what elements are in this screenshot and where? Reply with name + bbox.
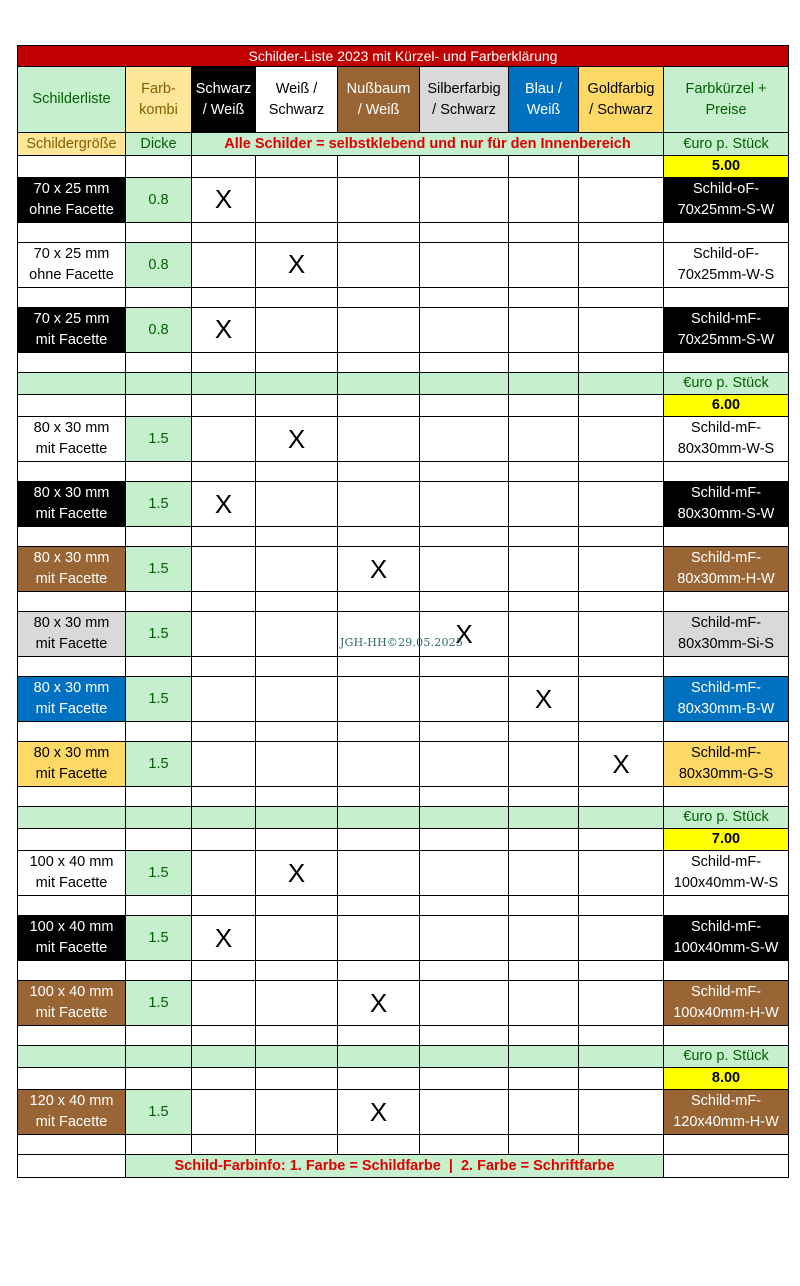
sign-thickness: 1.5: [126, 417, 192, 462]
sign-size: 100 x 40 mm mit Facette: [18, 916, 126, 961]
color-cell: [509, 1090, 579, 1135]
color-cell: [579, 916, 664, 961]
color-mark: X: [192, 916, 256, 961]
spacer-row: [18, 462, 789, 482]
sign-size: 80 x 30 mm mit Facette: [18, 547, 126, 592]
color-mark: X: [338, 981, 420, 1026]
color-cell: [509, 851, 579, 896]
sign-thickness: 1.5: [126, 677, 192, 722]
color-cell: [509, 916, 579, 961]
color-cell: [256, 1090, 338, 1135]
price-unit-label: €uro p. Stück: [664, 1046, 789, 1068]
price-value: 7.00: [664, 829, 789, 851]
price-row: [18, 395, 789, 417]
color-cell: [420, 677, 509, 722]
spacer-row: [18, 288, 789, 308]
color-cell: [579, 547, 664, 592]
header-color-1: Weiß / Schwarz: [256, 67, 338, 133]
sign-thickness: 1.5: [126, 742, 192, 787]
price-row: [18, 829, 789, 851]
sheet-title: Schilder-Liste 2023 mit Kürzel- und Farberklärung: [18, 46, 789, 67]
sign-code: Schild-mF- 80x30mm-H-W: [664, 547, 789, 592]
color-cell: [420, 851, 509, 896]
color-cell: [338, 482, 420, 527]
sign-list-table: [17, 45, 789, 1178]
sign-row: [18, 1090, 789, 1135]
subheader-size: Schildergröße: [18, 133, 126, 156]
color-cell: [192, 243, 256, 288]
color-cell: [509, 243, 579, 288]
spacer-row: [18, 1026, 789, 1046]
sign-row: [18, 547, 789, 592]
sign-thickness: 0.8: [126, 308, 192, 353]
spacer-row: [18, 353, 789, 373]
sign-row: [18, 482, 789, 527]
sign-thickness: 0.8: [126, 178, 192, 223]
header-color-2: Nußbaum / Weiß: [338, 67, 420, 133]
sign-size: 70 x 25 mm mit Facette: [18, 308, 126, 353]
color-cell: [509, 612, 579, 657]
color-cell: [338, 417, 420, 462]
color-cell: [509, 742, 579, 787]
color-cell: [509, 547, 579, 592]
header-color-4: Blau / Weiß: [509, 67, 579, 133]
color-cell: [192, 742, 256, 787]
color-cell: [192, 612, 256, 657]
color-cell: [579, 482, 664, 527]
header-code-price: Farbkürzel + Preise: [664, 67, 789, 133]
sign-size: 120 x 40 mm mit Facette: [18, 1090, 126, 1135]
color-cell: [579, 981, 664, 1026]
sign-size: 100 x 40 mm mit Facette: [18, 981, 126, 1026]
price-row: [18, 1068, 789, 1090]
color-mark: X: [338, 547, 420, 592]
price-value: 6.00: [664, 395, 789, 417]
color-cell: [420, 1090, 509, 1135]
sign-size: 80 x 30 mm mit Facette: [18, 417, 126, 462]
price-unit-label: €uro p. Stück: [664, 373, 789, 395]
sign-code: Schild-mF- 80x30mm-W-S: [664, 417, 789, 462]
header-color-0: Schwarz / Weiß: [192, 67, 256, 133]
header-color-3: Silberfarbig / Schwarz: [420, 67, 509, 133]
sign-thickness: 1.5: [126, 612, 192, 657]
color-cell: [579, 677, 664, 722]
sign-code: Schild-oF- 70x25mm-S-W: [664, 178, 789, 223]
subheader-note: Alle Schilder = selbstklebend und nur für den Innenbereich: [192, 133, 664, 156]
color-cell: [256, 981, 338, 1026]
sign-row: [18, 417, 789, 462]
color-cell: [509, 178, 579, 223]
color-cell: [256, 677, 338, 722]
color-mark: X: [256, 417, 338, 462]
price-value: 5.00: [664, 156, 789, 178]
color-cell: [192, 851, 256, 896]
color-cell: [579, 308, 664, 353]
color-cell: [338, 612, 420, 657]
color-mark: X: [256, 243, 338, 288]
price-label-row: [18, 1046, 789, 1068]
sign-row: [18, 612, 789, 657]
spacer-row: [18, 592, 789, 612]
color-cell: [192, 417, 256, 462]
spacer-row: [18, 657, 789, 677]
color-cell: [420, 916, 509, 961]
color-cell: [256, 916, 338, 961]
color-mark: X: [509, 677, 579, 722]
color-cell: [192, 1090, 256, 1135]
sign-row: [18, 243, 789, 288]
spacer-row: [18, 223, 789, 243]
sign-size: 80 x 30 mm mit Facette: [18, 612, 126, 657]
color-cell: [420, 981, 509, 1026]
color-mark: X: [338, 1090, 420, 1135]
color-cell: [509, 417, 579, 462]
sign-size: 80 x 30 mm mit Facette: [18, 482, 126, 527]
color-cell: [420, 482, 509, 527]
color-cell: [338, 677, 420, 722]
price-value: 8.00: [664, 1068, 789, 1090]
color-cell: [256, 612, 338, 657]
color-cell: [338, 178, 420, 223]
price-row: [18, 156, 789, 178]
sign-row: [18, 742, 789, 787]
watermark: JGH-HH©29.05.2025: [340, 636, 464, 649]
sign-size: 100 x 40 mm mit Facette: [18, 851, 126, 896]
footer-note: Schild-Farbinfo: 1. Farbe = Schildfarbe | 2. Farbe = Schriftfarbe: [126, 1155, 664, 1178]
sign-size: 80 x 30 mm mit Facette: [18, 742, 126, 787]
color-cell: [192, 677, 256, 722]
color-mark: X: [579, 742, 664, 787]
sign-code: Schild-mF- 80x30mm-B-W: [664, 677, 789, 722]
color-cell: [192, 547, 256, 592]
sign-thickness: 1.5: [126, 482, 192, 527]
sign-row: [18, 308, 789, 353]
color-cell: [338, 916, 420, 961]
color-cell: [509, 308, 579, 353]
sign-code: Schild-mF- 100x40mm-S-W: [664, 916, 789, 961]
sign-thickness: 1.5: [126, 1090, 192, 1135]
color-cell: [256, 742, 338, 787]
price-unit-label: €uro p. Stück: [664, 807, 789, 829]
sign-code: Schild-mF- 70x25mm-S-W: [664, 308, 789, 353]
subheader-row: [18, 133, 789, 156]
color-mark: X: [192, 178, 256, 223]
sign-code: Schild-mF- 80x30mm-G-S: [664, 742, 789, 787]
spacer-row: [18, 961, 789, 981]
spacer-row: [18, 787, 789, 807]
subheader-thickness: Dicke: [126, 133, 192, 156]
color-cell: [420, 308, 509, 353]
color-cell: [420, 243, 509, 288]
sign-code: Schild-mF- 100x40mm-W-S: [664, 851, 789, 896]
title-row: [18, 46, 789, 67]
sign-row: [18, 851, 789, 896]
color-cell: [509, 981, 579, 1026]
sign-row: [18, 916, 789, 961]
color-mark: X: [420, 612, 509, 657]
spacer-row: [18, 527, 789, 547]
sign-code: Schild-oF- 70x25mm-W-S: [664, 243, 789, 288]
header-row: [18, 67, 789, 133]
sign-code: Schild-mF- 80x30mm-Si-S: [664, 612, 789, 657]
color-cell: [192, 981, 256, 1026]
sign-code: Schild-mF- 100x40mm-H-W: [664, 981, 789, 1026]
color-cell: [579, 851, 664, 896]
sign-row: [18, 677, 789, 722]
color-cell: [420, 178, 509, 223]
sign-thickness: 1.5: [126, 916, 192, 961]
color-mark: X: [256, 851, 338, 896]
color-cell: [338, 308, 420, 353]
sign-row: [18, 981, 789, 1026]
sign-thickness: 1.5: [126, 981, 192, 1026]
color-cell: [509, 482, 579, 527]
color-cell: [256, 547, 338, 592]
sign-size: 70 x 25 mm ohne Facette: [18, 243, 126, 288]
color-cell: [256, 308, 338, 353]
sign-thickness: 1.5: [126, 547, 192, 592]
spacer-row: [18, 896, 789, 916]
color-cell: [579, 243, 664, 288]
price-label-row: [18, 373, 789, 395]
header-color-5: Goldfarbig / Schwarz: [579, 67, 664, 133]
sign-size: 80 x 30 mm mit Facette: [18, 677, 126, 722]
sign-code: Schild-mF- 80x30mm-S-W: [664, 482, 789, 527]
subheader-price-unit: €uro p. Stück: [664, 133, 789, 156]
color-cell: [338, 742, 420, 787]
color-mark: X: [192, 482, 256, 527]
sign-thickness: 1.5: [126, 851, 192, 896]
color-cell: [579, 1090, 664, 1135]
sign-row: [18, 178, 789, 223]
color-cell: [579, 612, 664, 657]
spacer-row: [18, 1135, 789, 1155]
color-cell: [420, 417, 509, 462]
color-cell: [256, 482, 338, 527]
spacer-row: [18, 722, 789, 742]
color-cell: [420, 547, 509, 592]
color-cell: [579, 178, 664, 223]
footer-row: [18, 1155, 789, 1178]
sign-thickness: 0.8: [126, 243, 192, 288]
sign-code: Schild-mF- 120x40mm-H-W: [664, 1090, 789, 1135]
color-cell: [420, 742, 509, 787]
price-label-row: [18, 807, 789, 829]
color-cell: [256, 178, 338, 223]
color-cell: [338, 243, 420, 288]
color-cell: [579, 417, 664, 462]
header-sign-list: Schilderliste: [18, 67, 126, 133]
sign-size: 70 x 25 mm ohne Facette: [18, 178, 126, 223]
header-color-combo: Farb- kombi: [126, 67, 192, 133]
color-cell: [338, 851, 420, 896]
color-mark: X: [192, 308, 256, 353]
